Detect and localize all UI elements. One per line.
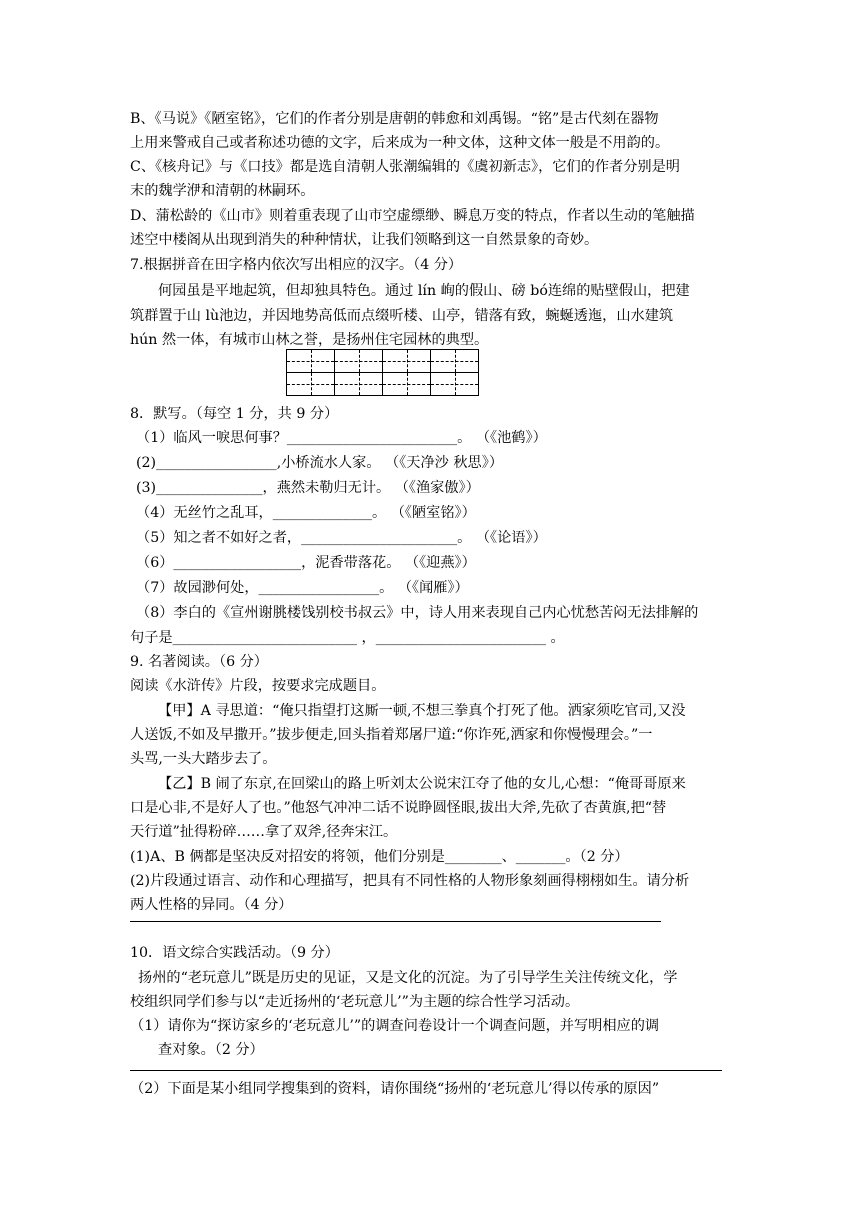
grid-cell[interactable] <box>335 350 383 373</box>
q7-passage-line-3: hún 然一体，有城市山林之誉，是扬州住宅园林的典型。 <box>130 332 489 348</box>
option-b-line-2: 上用来警戒自己或者称述功德的文字，后来成为一种文体，这种文体一般是不用韵的。 <box>130 135 670 151</box>
q8-item-5: （5）知之者不如好之者，______________________。 （《论语》） <box>136 530 547 546</box>
option-c-line-1: C、《核舟记》与《口技》都是选自清朝人张潮编辑的《虞初新志》，它们的作者分别是明 <box>130 159 680 175</box>
question-8-title: 8．默写。（每空 1 分，共 9 分） <box>130 406 339 422</box>
grid-cell[interactable] <box>431 350 479 373</box>
answer-line[interactable] <box>130 1070 722 1071</box>
q9-passage-b-line-2: 口是心非,不是好人了也。”他怒气冲冲二话不说睁圆怪眼,拔出大斧,先砍了杏黄旗,把“替 <box>130 800 667 816</box>
question-7-title: 7.根据拼音在田字格内依次写出相应的汉字。（4 分） <box>130 257 463 273</box>
q8-item-4: （4）无丝竹之乱耳，______________。 （《陋室铭》） <box>136 505 476 521</box>
q9-passage-a-line-2: 人送饭,不如及早撒开。”拔步便走,回头指着郑屠尸道:“你诈死,洒家和你慢慢理会。”一 <box>130 727 653 743</box>
q8-item-6: （6）__________________，泥香带落花。 （《迎燕》） <box>136 555 476 571</box>
option-d-line-2: 述空中楼阁从出现到消失的种种情状，让我们领略到这一自然景象的奇妙。 <box>130 232 599 248</box>
q10-intro-line-1: 扬州的“老玩意儿”既是历史的见证，又是文化的沉淀。为了引导学生关注传统文化，学 <box>138 970 678 986</box>
grid-cell[interactable] <box>431 373 479 396</box>
tianzige-grid <box>286 349 479 396</box>
q9-passage-a-line-3: 头骂,一头大踏步去了。 <box>130 751 277 767</box>
q9-passage-a-line-1: 【甲】A 寻思道：“俺只指望打这厮一顿,不想三拳真个打死了他。洒家须吃官司,又没 <box>158 703 686 719</box>
q8-item-8-line-1: （8）李白的《宣州谢朓楼饯别校书叔云》中，诗人用来表现自己内心忧愁苦闷无法排解的 <box>136 605 699 621</box>
option-d-line-1: D、蒲松龄的《山市》则着重表现了山市空虚缥缈、瞬息万变的特点，作者以生动的笔触描 <box>130 208 695 224</box>
q9-passage-b-line-3: 天行道”扯得粉碎……拿了双斧,径奔宋江。 <box>130 824 398 840</box>
grid-cell[interactable] <box>287 350 335 373</box>
q10-sub-1-line-1: （1）请你为“探访家乡的‘老玩意儿’”的调查问卷设计一个调查问题，并写明相应的调 <box>130 1018 660 1034</box>
q9-sub-2-line-1: (2)片段通过语言、动作和心理描写，把具有不同性格的人物形象刻画得栩栩如生。请分析 <box>130 873 690 889</box>
q8-item-8-line-2: 句子是__________________________ ，________________________ 。 <box>130 630 565 646</box>
option-c-line-2: 末的魏学洢和清朝的林嗣环。 <box>130 183 315 199</box>
q8-item-1: （1）临风一唳思何事？________________________。 （《池鹤》） <box>136 430 547 446</box>
q9-passage-b-line-1: 【乙】B 闹了东京,在回梁山的路上听刘太公说宋江夺了他的女儿,心想：“俺哥哥原来 <box>158 776 686 792</box>
grid-cell[interactable] <box>383 350 431 373</box>
answer-line[interactable] <box>130 921 661 922</box>
q7-passage-line-1: 何园虽是平地起筑，但却独具特色。通过 lín 峋的假山、磅 bó连绵的贴壁假山，把建 <box>158 283 690 299</box>
q8-item-7: （7）故园渺何处，_________________。 （《闻雁》） <box>136 580 469 596</box>
q9-sub-2-line-2: 两人性格的异同。（4 分） <box>130 897 293 913</box>
grid-cell[interactable] <box>383 373 431 396</box>
q10-sub-2-line-1: （2）下面是某小组同学搜集到的资料，请你围绕“扬州的‘老玩意儿’得以传承的原因” <box>130 1081 660 1097</box>
q8-item-2: (2)_________________,小桥流水人家。 （《天净沙 秋思》） <box>136 455 504 471</box>
q8-item-3: (3)_______________，燕然未勒归无计。 （《渔家傲》） <box>136 480 480 496</box>
q9-instruction: 阅读《水浒传》片段，按要求完成题目。 <box>130 678 386 694</box>
question-9-title: 9. 名著阅读。（6 分） <box>130 654 268 670</box>
grid-cell[interactable] <box>287 373 335 396</box>
q10-intro-line-2: 校组织同学们参与以“走近扬州的‘老玩意儿’”为主题的综合性学习活动。 <box>130 994 580 1010</box>
question-10-title: 10．语文综合实践活动。（9 分） <box>130 945 339 961</box>
option-b-line-1: B、《马说》《陋室铭》，它们的作者分别是唐朝的韩愈和刘禹锡。“铭”是古代刻在器物 <box>130 111 659 127</box>
q7-passage-line-2: 筑群置于山 lù池边，并因地势高低而点缀听楼、山亭，错落有致，蜿蜒透迤，山水建筑 <box>130 308 674 324</box>
q10-sub-1-line-2: 查对象。（2 分） <box>158 1042 264 1058</box>
q9-sub-1: (1)A、B 俩都是坚决反对招安的将领，他们分别是________、_______。（2 分） <box>130 849 629 865</box>
grid-cell[interactable] <box>335 373 383 396</box>
